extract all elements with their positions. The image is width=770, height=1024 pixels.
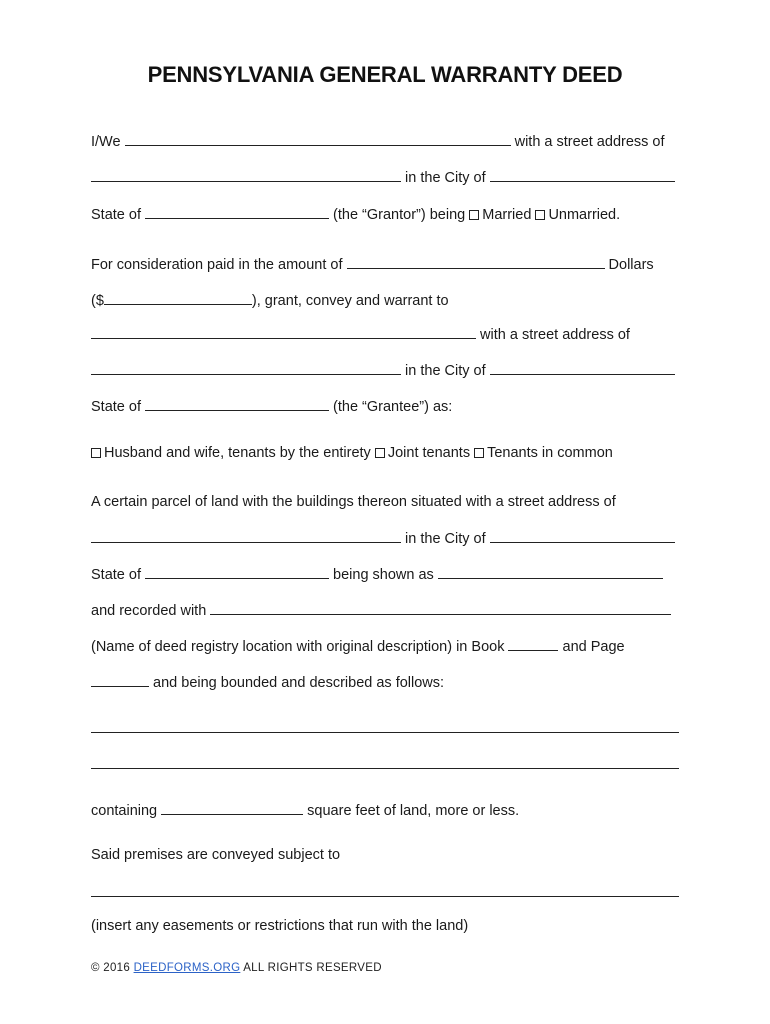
grantee-name-field[interactable]	[91, 324, 476, 339]
parcel-city-field[interactable]	[490, 528, 675, 543]
grantor-name-field[interactable]	[125, 131, 511, 146]
grantor-address-field[interactable]	[91, 167, 401, 182]
state-label: State of	[91, 207, 141, 223]
parcel-city-label: in the City of	[405, 531, 486, 547]
grantee-state-field[interactable]	[145, 396, 329, 411]
tenants-common-label: Tenants in common	[487, 445, 613, 461]
grantor-address-line	[91, 167, 675, 187]
grantee-city-field[interactable]	[490, 360, 675, 375]
grantee-name-line	[91, 324, 630, 344]
dollars-label: Dollars	[608, 257, 654, 273]
grantee-address-field[interactable]	[91, 360, 401, 375]
grantee-as-label: (the “Grantee”) as:	[333, 399, 453, 415]
parcel-state-line	[91, 564, 663, 584]
husband-wife-label: Husband and wife, tenants by the entirety	[104, 445, 371, 461]
deedforms-link[interactable]: DEEDFORMS.ORG	[133, 962, 241, 974]
city-label: in the City of	[405, 170, 486, 186]
recorded-with-label: and recorded with	[91, 603, 207, 619]
containing-label: containing	[91, 803, 158, 819]
rights-text: ALL RIGHTS RESERVED	[243, 962, 382, 974]
grantor-being-label: (the “Grantor”) being	[333, 207, 466, 223]
bounded-label: and being bounded and described as follows:	[153, 675, 445, 691]
grantee-city-label: in the City of	[405, 363, 486, 379]
unmarried-label: Unmarried.	[548, 207, 621, 223]
consideration-amount-field[interactable]	[104, 290, 252, 305]
parcel-state-field[interactable]	[145, 564, 329, 579]
description-field-2[interactable]	[91, 768, 679, 769]
grantor-city-field[interactable]	[490, 167, 675, 182]
grant-convey-label: ), grant, convey and warrant to	[251, 293, 449, 309]
grantor-name-line	[91, 131, 665, 151]
easements-note-line	[91, 917, 468, 935]
parcel-address-line	[91, 528, 675, 548]
subject-line	[91, 846, 340, 864]
parcel-line	[91, 493, 616, 511]
being-shown-label: being shown as	[333, 567, 434, 583]
grantee-state-line	[91, 396, 452, 416]
registry-line	[91, 636, 625, 656]
iwe-label: I/We	[91, 134, 121, 150]
consideration-label: For consideration paid in the amount of	[91, 257, 343, 273]
husband-wife-checkbox[interactable]	[91, 448, 101, 458]
book-field[interactable]	[508, 636, 558, 651]
consideration-amount-line	[91, 290, 449, 310]
grantee-address-line	[91, 360, 675, 380]
grantee-state-label: State of	[91, 399, 141, 415]
square-feet-field[interactable]	[161, 800, 303, 815]
parcel-address-field[interactable]	[91, 528, 401, 543]
being-shown-field[interactable]	[438, 564, 663, 579]
grantor-state-field[interactable]	[145, 204, 329, 219]
footer	[91, 962, 382, 974]
grantee-street-address-label: with a street address of	[480, 327, 630, 343]
page-bounded-line	[91, 672, 444, 692]
easements-field[interactable]	[91, 896, 679, 897]
square-feet-label: square feet of land, more or less.	[307, 803, 520, 819]
parcel-state-label: State of	[91, 567, 141, 583]
tenants-common-checkbox[interactable]	[474, 448, 484, 458]
consideration-line	[91, 254, 654, 274]
description-field-1[interactable]	[91, 732, 679, 733]
parcel-label: A certain parcel of land with the buildings thereon situated with a street address of	[91, 494, 616, 510]
joint-tenants-checkbox[interactable]	[375, 448, 385, 458]
and-page-label: and Page	[562, 639, 625, 655]
subject-label: Said premises are conveyed subject to	[91, 847, 341, 863]
married-checkbox[interactable]	[469, 210, 479, 220]
consideration-amount-words-field[interactable]	[347, 254, 605, 269]
dollar-open-label: ($	[91, 293, 104, 309]
recorded-with-field[interactable]	[210, 600, 671, 615]
recorded-with-line	[91, 600, 671, 620]
document-title: PENNSYLVANIA GENERAL WARRANTY DEED	[147, 62, 623, 87]
unmarried-checkbox[interactable]	[535, 210, 545, 220]
tenancy-options-line	[91, 444, 613, 462]
registry-label: (Name of deed registry location with original description) in Book	[91, 639, 505, 655]
copyright-text: © 2016	[91, 962, 131, 974]
containing-line	[91, 800, 519, 820]
street-address-label: with a street address of	[514, 134, 665, 150]
married-label: Married	[482, 207, 532, 223]
easements-note: (insert any easements or restrictions that run with the land)	[91, 918, 469, 934]
page-field[interactable]	[91, 672, 149, 687]
joint-tenants-label: Joint tenants	[387, 445, 471, 461]
grantor-state-line	[91, 204, 620, 224]
